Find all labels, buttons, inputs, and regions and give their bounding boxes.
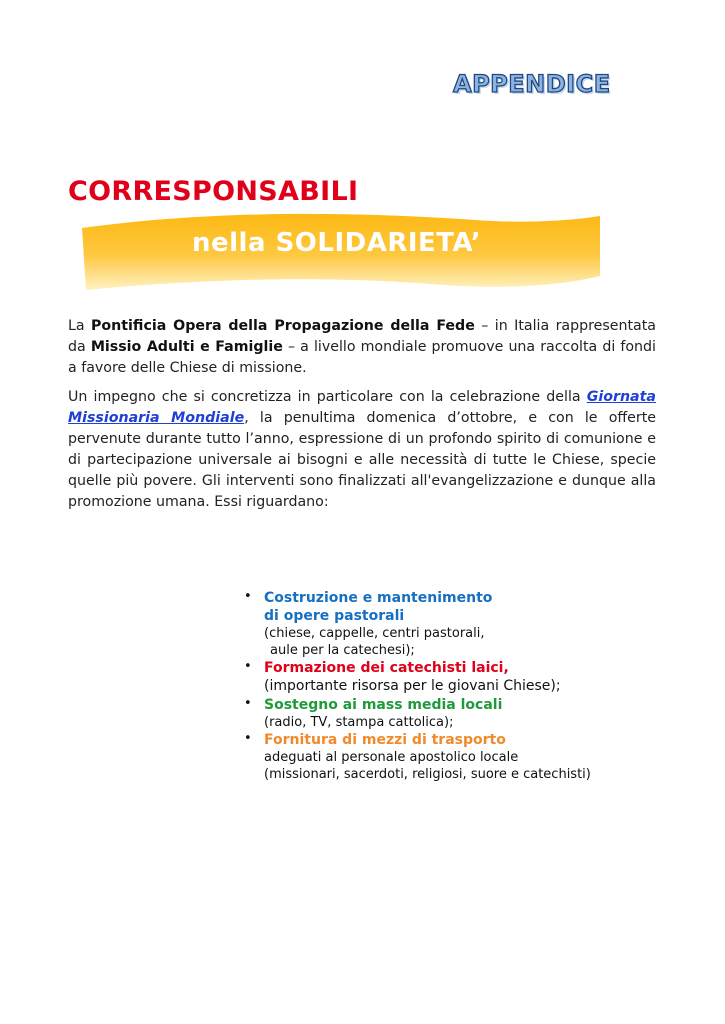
intro-paragraph	[68, 316, 656, 379]
bullet-icon: •	[244, 659, 252, 674]
item-description: aule per la catechesi);	[270, 643, 415, 658]
banner-subtitle: nella SOLIDARIETA’	[192, 228, 482, 258]
item-description: adeguati al personale apostolico locale	[264, 750, 519, 765]
appendix-heading: APPENDICE	[453, 70, 611, 98]
intro-text-3: – a livello mondiale promuove una raccolta di fondi a favore delle Chiese di missione.	[68, 339, 656, 376]
missio-name: Missio Adulti e Famiglie	[90, 339, 283, 355]
item-title: di opere pastorali	[264, 608, 405, 624]
item-description: (radio, TV, stampa cattolica);	[264, 715, 454, 730]
intro-text-2: – in Italia rappresentata da	[68, 318, 657, 355]
item-title: Sostegno ai mass media locali	[264, 697, 503, 713]
page-title: CORRESPONSABILI	[68, 176, 359, 207]
item-description: (importante risorsa per le giovani Chiese);	[264, 678, 561, 694]
item-title: Fornitura di mezzi di trasporto	[264, 732, 506, 748]
body-text-1: Un impegno che si concretizza in particolare con la celebrazione della	[68, 389, 587, 405]
item-title: Formazione dei catechisti laici	[264, 660, 504, 676]
list-item	[244, 731, 644, 783]
giornata-missionaria-link[interactable]: Giornata Missionaria Mondiale	[68, 389, 656, 426]
list-item	[244, 659, 644, 696]
item-title-comma: ,	[503, 660, 509, 676]
interventions-list	[244, 589, 644, 783]
list-item	[244, 589, 644, 659]
bullet-icon: •	[244, 589, 252, 604]
item-description: (missionari, sacerdoti, religiosi, suore e catechisti)	[264, 767, 591, 782]
organization-name: Pontificia Opera della Propagazione della Fede	[91, 318, 475, 334]
body-paragraph	[68, 387, 656, 513]
bullet-icon: •	[244, 731, 252, 746]
list-item	[244, 696, 644, 731]
intro-text-1: La	[68, 318, 92, 334]
item-title: Costruzione e mantenimento	[264, 590, 493, 606]
item-title-line	[264, 659, 644, 677]
body-text-2: , la penultima domenica d’ottobre, e con le offerte pervenute durante tutto l’anno, espressione di un profondo spirito di comunione e di partecipazione universale ai bisogni e alle necessità di tutte le Chiese, specie quelle più povere. Gli interventi sono finalizzati all'evangelizzazione e dunque alla promozione umana. Essi riguardano:	[68, 410, 656, 510]
bullet-icon: •	[244, 696, 252, 711]
item-description: (chiese, cappelle, centri pastorali,	[264, 626, 485, 641]
